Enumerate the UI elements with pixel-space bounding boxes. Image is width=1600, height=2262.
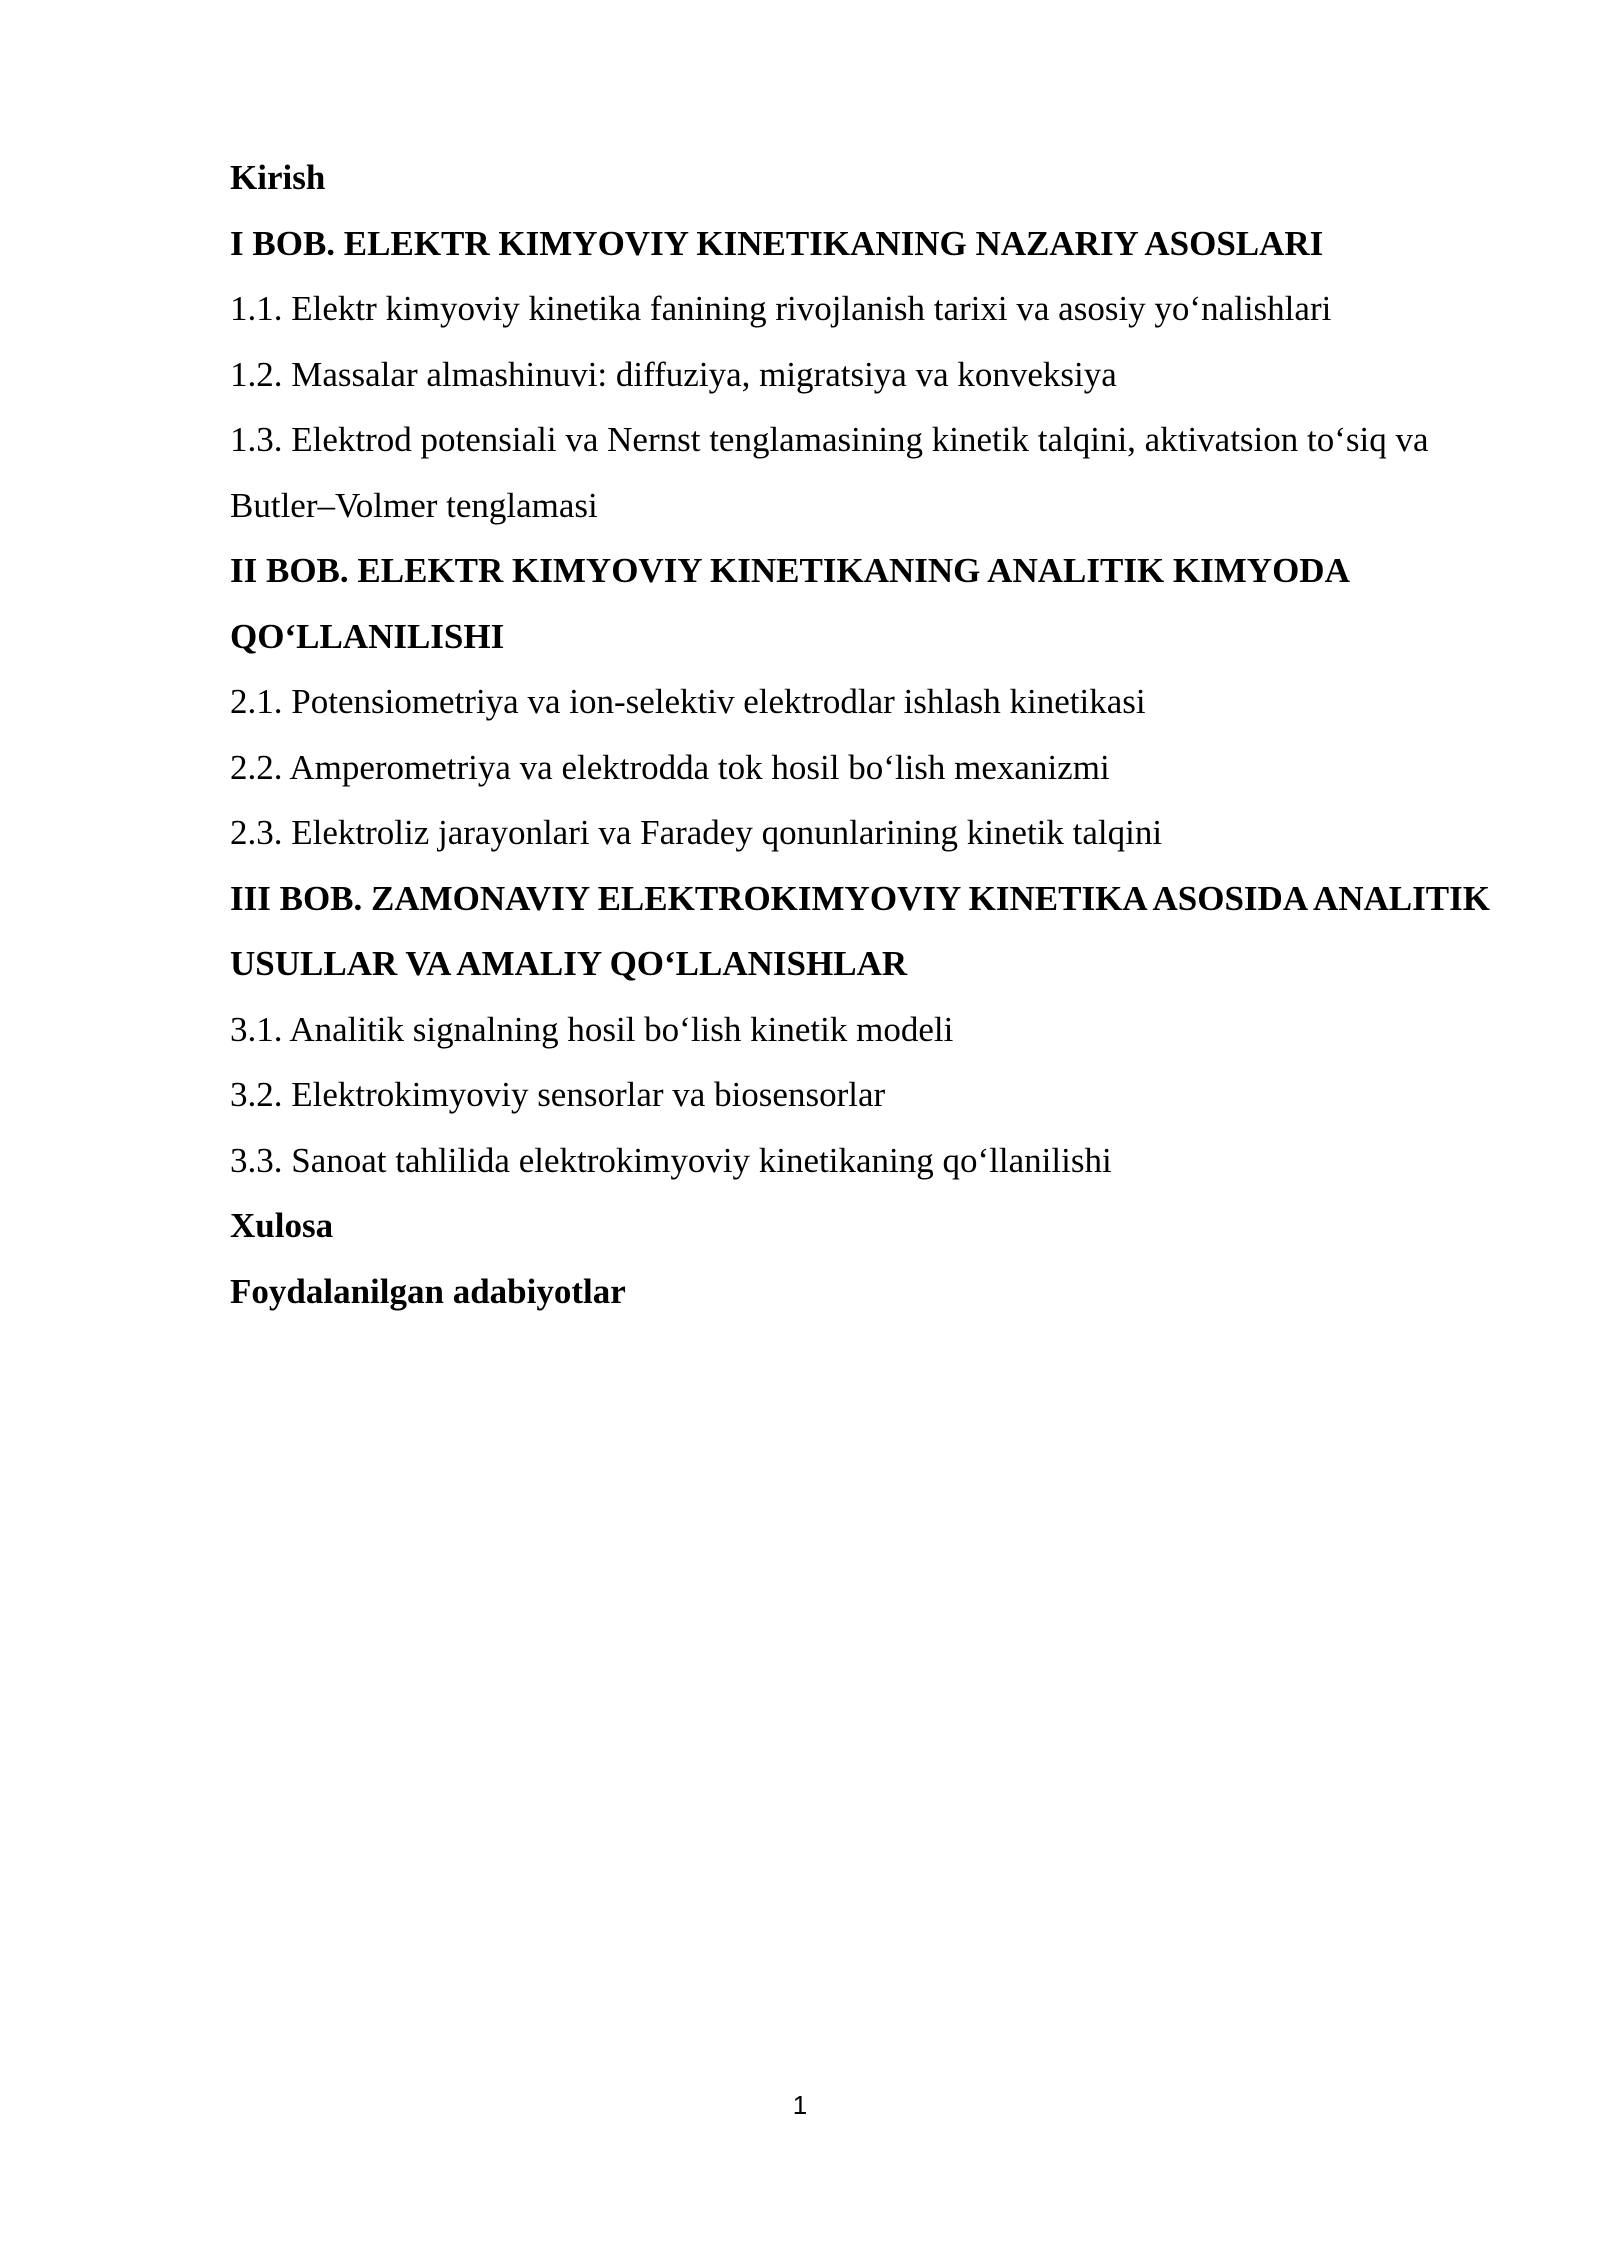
toc-entry-conclusion: Xulosa <box>230 1206 334 1245</box>
toc-entry-introduction: Kirish <box>230 158 326 197</box>
toc-section-3-3: 3.3. Sanoat tahlilida elektrokimyoviy kinetikaning qo‘llanilishi <box>230 1140 1112 1180</box>
toc-section-3-2: 3.2. Elektrokimyoviy sensorlar va biosensorlar <box>230 1075 886 1114</box>
toc-entry-references: Foydalanilgan adabiyotlar <box>230 1271 626 1311</box>
toc-section-3-1: 3.1. Analitik signalning hosil bo‘lish kinetik modeli <box>230 1009 954 1049</box>
toc-section-2-3: 2.3. Elektroliz jarayonlari va Faradey qonunlarining kinetik talqini <box>230 813 1163 852</box>
toc-section-1-3: 1.3. Elektrod potensiali va Nernst tenglamasining kinetik talqini, aktivatsion to‘siq va Butler–Volmer tenglamasi <box>230 420 1429 525</box>
toc-chapter-1-heading: I BOB. ELEKTR KIMYOVIY KINETIKANING NAZARIY ASOSLARI <box>230 223 1324 263</box>
table-of-contents <box>230 145 1490 1324</box>
toc-section-2-1: 2.1. Potensiometriya va ion-selektiv elektrodlar ishlash kinetikasi <box>230 682 1146 721</box>
toc-section-1-2: 1.2. Massalar almashinuvi: diffuziya, migratsiya va konveksiya <box>230 354 1117 394</box>
toc-section-1-1: 1.1. Elektr kimyoviy kinetika fanining rivojlanish tarixi va asosiy yo‘nalishlari <box>230 289 1332 328</box>
toc-chapter-2-heading: II BOB. ELEKTR KIMYOVIY KINETIKANING ANALITIK KIMYODA QO‘LLANILISHI <box>230 551 1348 656</box>
toc-chapter-3-heading: III BOB. ZAMONAVIY ELEKTROKIMYOVIY KINETIKA ASOSIDA ANALITIK USULLAR VA AMALIY QO‘LLANISHLAR <box>230 878 1490 983</box>
toc-section-2-2: 2.2. Amperometriya va elektrodda tok hosil bo‘lish mexanizmi <box>230 747 1110 787</box>
page-number: 1 <box>792 2090 808 2120</box>
